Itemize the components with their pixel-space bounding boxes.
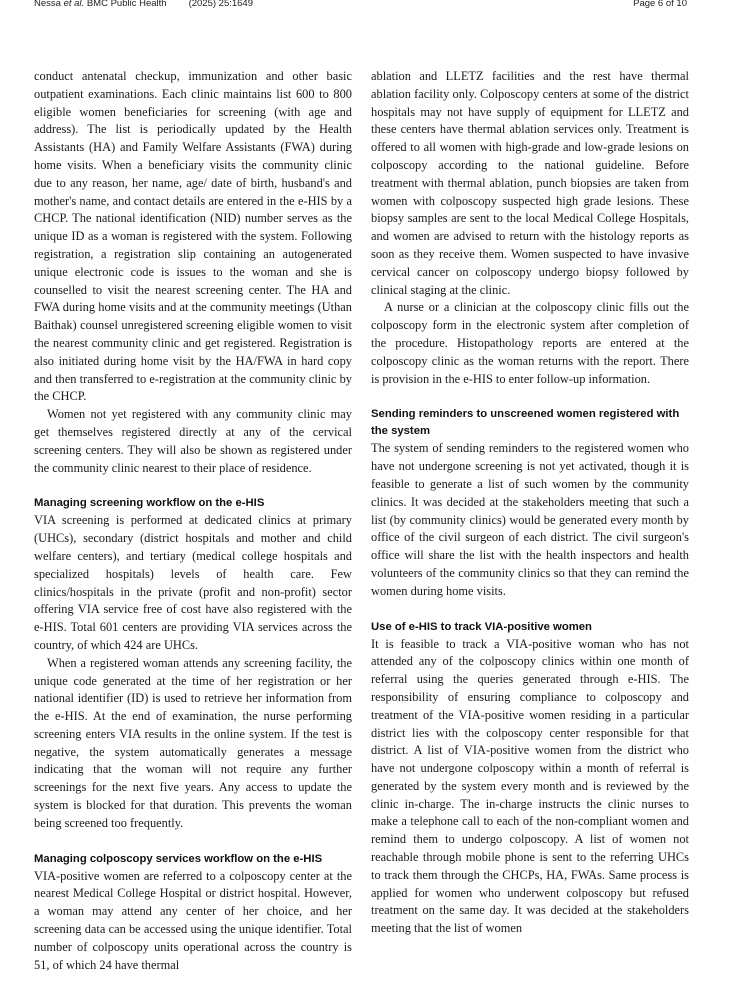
paragraph: VIA screening is performed at dedicated clinics at primary (UHCs), secondary (district hospitals and mother and child welfare centers), and tertiary (medical college hospitals and specialized hospitals) levels of health care. Few clinics/hospitals in the private (profit and non-profit) sector offering VIA service free of cost have also registered with the e-HIS. Total 601 centers are providing VIA services across the country, of which 424 are UHCs. — [34, 513, 352, 652]
paragraph: When a registered woman attends any screening facility, the unique code generated at the time of her registration or her national identifier (ID) is used to retrieve her information from the e-HIS. At the end of examination, the nurse performing screening enters VIA results in the online system. If the test is negative, the system automatically generates a message indicating that the woman will not require any further screenings for the next five years. Any access to update the system is blocked for that duration. This prevents the woman being screened too frequently. — [34, 655, 352, 830]
paragraph: VIA-positive women are referred to a colposcopy center at the nearest Medical College Hospital or district hospital. However, a woman may attend any center of her choice, and her screening data can be accessed using the unique identifier. Total number of colposcopy units operational across the country is 51, of which 24 have thermal — [34, 868, 352, 972]
section-heading: Sending reminders to unscreened women registered with the system — [371, 408, 680, 438]
journal-year-issue: (2025) 25:1649 — [188, 0, 254, 9]
section-heading: Use of e-HIS to track VIA-positive women — [371, 620, 592, 633]
page-number: Page 6 of 10 — [633, 0, 687, 9]
journal-etal: et al. — [63, 0, 85, 9]
paragraph: The system of sending reminders to the registered women who have not undergone screening is not yet activated, though it is feasible to generate a list of such women by the community clinics. It was decided at the stakeholders meeting that such a list (by community clinics) would be generated every month by office of the civil surgeon of each district. The civil surgeon's office will share the list with the health inspectors and health volunteers of the community clinics so that they can remind the women during home visits. — [371, 441, 689, 598]
paragraph: It is feasible to track a VIA-positive woman who has not attended any of the colposcopy clinics within one month of referral using the queries generated through e-HIS. The responsibility of ensuring compliance to colposcopy and treatment of the VIA-positive women residing in a particular district lies with the colposcopy center responsible for that district. A list of VIA-positive women from the district who have not undergone colposcopy within a month of referral is generated by the system every month and is reviewed by the clinic in-charge. The in-charge instructs the clinic nurses to make a telephone call to each of the non-compliant women and remind them to undergo colposcopy. A list of women not reachable through mobile phone is sent to the referring UHCs to track them through the CHCPs, HA, FWAs. Same process is applied for women who underwent colposcopy but refused treatment on the same day. It was decided at the stakeholders meeting that the list of women — [371, 636, 689, 936]
paragraph: ablation and LLETZ facilities and the rest have thermal ablation facility only. Colposcopy centers at some of the district hospitals may not have supply of equipment for LLETZ and these centers have thermal ablation services only. Treatment is offered to all women with high-grade and low-grade lesions on colposcopy according to the national guideline. Before treatment with thermal ablation, punch biopsies are taken from women with colposcopy suspected high grade lesions. These biopsy samples are sent to the local Medical College Hospitals, and women are advised to return with the histology reports as soon as they receive them. Women suspected to have invasive cervical cancer on colposcopy undergo biopsy followed by clinical staging at the clinic. — [371, 69, 689, 297]
paragraph: conduct antenatal checkup, immunization and other basic outpatient examinations. Each clinic maintains list 600 to 800 eligible women beneficiaries for screening (with age and address). The list is periodically updated by the Health Assistants (HA) and Family Welfare Assistants (FWA) during home visits. When a beneficiary visits the community clinic due to any reason, her name, age/ date of birth, husband's and mother's name, and contact details are entered in the e-HIS by a CHCP. The national identification (NID) number serves as the unique ID as a woman is registered with the system. Following registration, a registration slip containing an autogenerated unique electronic code is issues to the woman and she is counselled to visit the nearest screening center. The HA and FWA during home visits and at the community meetings (Uthan Baithak) counsel unregistered screening eligible women to visit the nearest community clinic and get registered. Registration is also initiated during home visit by the HA/FWA in hard copy and then transferred to e-registration at the community clinic by the CHCP. — [34, 69, 352, 404]
section-heading: Managing screening workflow on the e-HIS — [34, 497, 265, 510]
journal-name: BMC Public Health — [86, 0, 167, 9]
running-header — [34, 0, 687, 12]
right-column — [371, 68, 689, 938]
paragraph: Women not yet registered with any community clinic may get themselves registered directly at any of the cervical screening centers. They will also be shown as registered under the community clinic nearest to their place of residence. — [34, 407, 352, 475]
paragraph: A nurse or a clinician at the colposcopy clinic fills out the colposcopy form in the electronic system after completion of the procedure. Histopathology reports are entered at the colposcopy clinic as the woman returns with the report. There is provision in the e-HIS to enter follow-up information. — [371, 300, 689, 386]
section-heading: Managing colposcopy services workflow on the e-HIS — [34, 852, 323, 865]
journal-citation — [34, 0, 253, 9]
journal-author: Nessa — [34, 0, 61, 9]
left-column — [34, 68, 352, 974]
